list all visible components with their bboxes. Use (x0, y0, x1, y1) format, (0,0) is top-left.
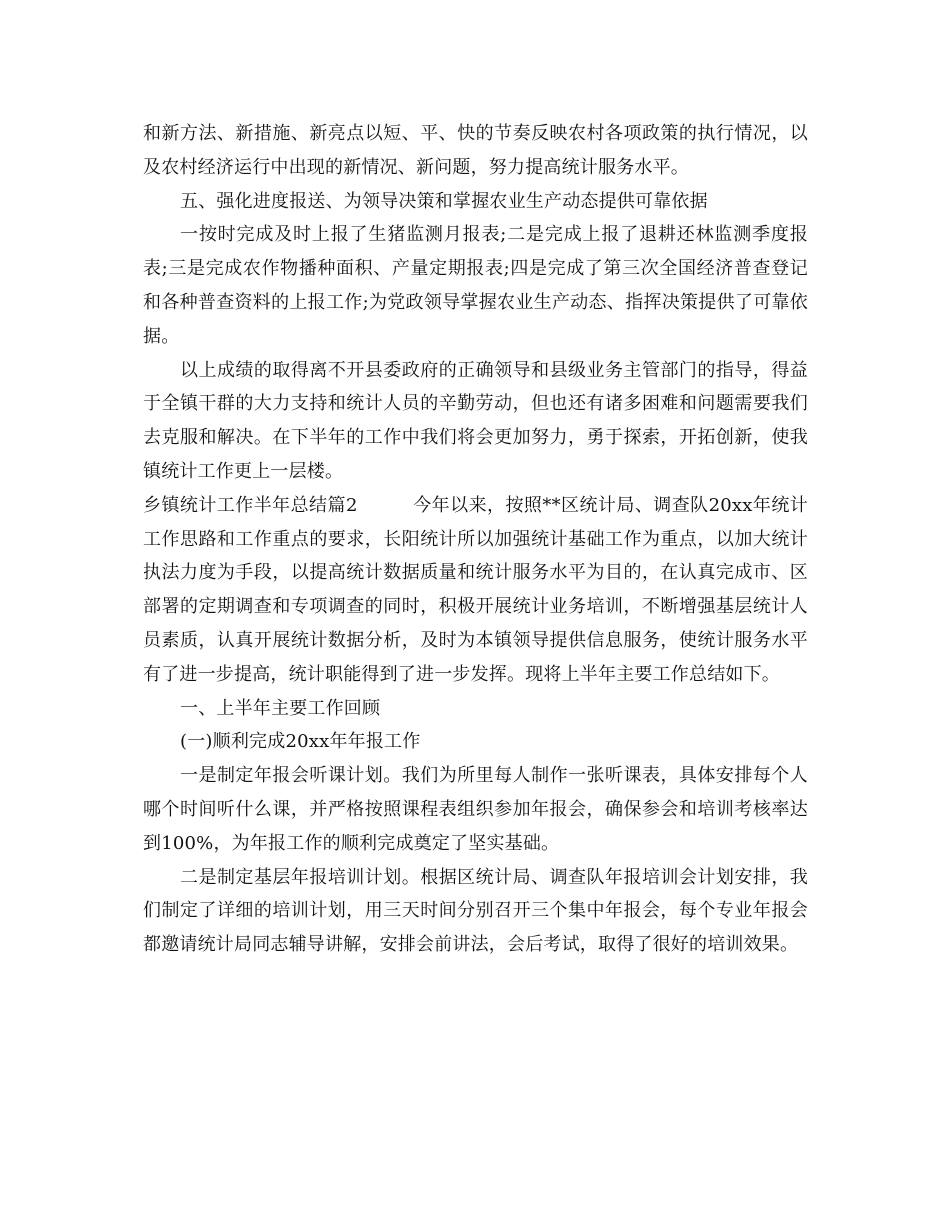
paragraph-1: 和新方法、新措施、新亮点以短、平、快的节奏反映农村各项政策的执行情况，以及农村经济运行中出现的新情况、新问题，努力提高统计服务水平。 (143, 123, 808, 178)
section-heading-1: 一、上半年主要工作回顾 (180, 697, 381, 719)
paragraph-reports: 一按时完成及时上报了生猪监测月报表;二是完成上报了退耕还林监测季度报表;三是完成农作物播种面积、产量定期报表;四是完成了第三次全国经济普查登记和各种普查资料的上报工作;为党政领导掌握农业生产动态、指挥决策提供了可靠依据。 (143, 224, 808, 347)
subsection-heading-1: (一)顺利完成20xx年年报工作 (180, 731, 421, 753)
document-body (143, 117, 808, 962)
paragraph-article-2: 乡镇统计工作半年总结篇2 今年以来，按照**区统计局、调查队20xx年统计工作思路和工作重点的要求，长阳统计所以加强统计基础工作为重点，以加大统计执法力度为手段，以提高统计数据质量和统计服务水平为目的，在认真完成市、区部署的定期调查和专项调查的同时，积极开展统计业务培训，不断增强基层统计人员素质，认真开展统计数据分析，及时为本镇领导提供信息服务，使统计服务水平有了进一步提高，统计职能得到了进一步发挥。现将上半年主要工作总结如下。 (143, 494, 808, 685)
section-heading-5: 五、强化进度报送、为领导决策和掌握农业生产动态提供可靠依据 (180, 190, 708, 212)
paragraph-plan-2: 二是制定基层年报培训计划。根据区统计局、调查队年报培训会计划安排，我们制定了详细的培训计划，用三天时间分别召开三个集中年报会，每个专业年报会都邀请统计局同志辅导讲解，安排会前讲法，会后考试，取得了很好的培训效果。 (143, 866, 808, 956)
paragraph-achievements: 以上成绩的取得离不开县委政府的正确领导和县级业务主管部门的指导，得益于全镇干群的大力支持和统计人员的辛勤劳动，但也还有诸多困难和问题需要我们去克服和解决。在下半年的工作中我们将会更加努力，勇于探索，开拓创新，使我镇统计工作更上一层楼。 (143, 359, 808, 482)
paragraph-plan-1: 一是制定年报会听课计划。我们为所里每人制作一张听课表，具体安排每个人哪个时间听什么课，并严格按照课程表组织参加年报会，确保参会和培训考核率达到100%，为年报工作的顺利完成奠定了坚实基础。 (143, 765, 808, 854)
